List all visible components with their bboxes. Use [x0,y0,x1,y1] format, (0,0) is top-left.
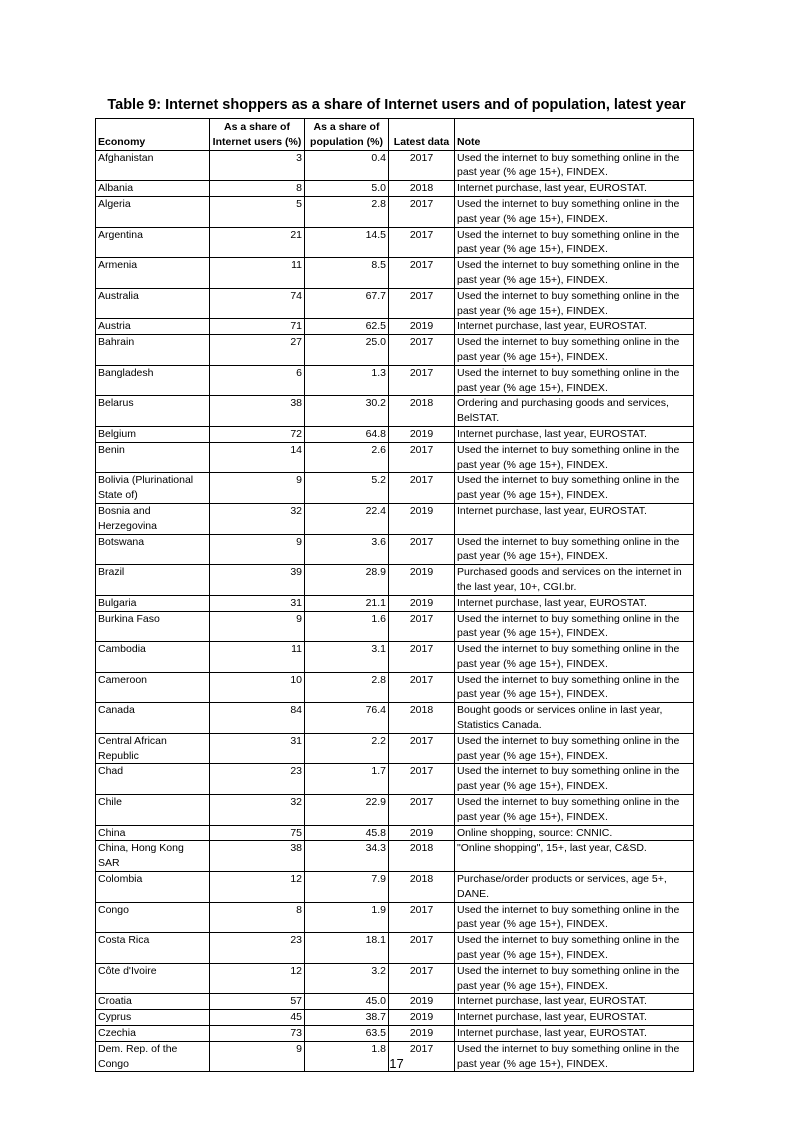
cell-economy: Bosnia and Herzegovina [96,503,210,534]
cell-note: Used the internet to buy something online in the past year (% age 15+), FINDEX. [455,611,694,642]
cell-share-of-population: 25.0 [305,335,389,366]
cell-note: Used the internet to buy something online in the past year (% age 15+), FINDEX. [455,733,694,764]
cell-share-of-users: 73 [210,1026,305,1042]
cell-note: Internet purchase, last year, EUROSTAT. [455,1026,694,1042]
cell-share-of-population: 38.7 [305,1010,389,1026]
cell-note: Used the internet to buy something online in the past year (% age 15+), FINDEX. [455,196,694,227]
cell-economy: Argentina [96,227,210,258]
cell-note: Online shopping, source: CNNIC. [455,825,694,841]
cell-share-of-users: 57 [210,994,305,1010]
table-row [96,1010,694,1026]
table-row [96,565,694,596]
cell-latest-data: 2019 [389,503,455,534]
table-row [96,994,694,1010]
cell-latest-data: 2017 [389,196,455,227]
cell-note: Used the internet to buy something online in the past year (% age 15+), FINDEX. [455,933,694,964]
cell-share-of-users: 9 [210,611,305,642]
cell-share-of-users: 12 [210,872,305,903]
cell-share-of-users: 31 [210,595,305,611]
cell-share-of-population: 18.1 [305,933,389,964]
page-number: 17 [389,1056,404,1071]
cell-note: Used the internet to buy something online in the past year (% age 15+), FINDEX. [455,288,694,319]
table-row [96,841,694,872]
cell-share-of-population: 5.2 [305,473,389,504]
cell-share-of-population: 7.9 [305,872,389,903]
header-latest-data: Latest data [389,119,455,151]
cell-economy: Dem. Rep. of the Congo [96,1041,210,1072]
cell-share-of-population: 1.3 [305,365,389,396]
table-row [96,288,694,319]
table-row [96,319,694,335]
cell-latest-data: 2019 [389,565,455,596]
cell-share-of-users: 11 [210,642,305,673]
cell-share-of-users: 74 [210,288,305,319]
cell-economy: Cyprus [96,1010,210,1026]
cell-share-of-users: 38 [210,396,305,427]
cell-economy: Bolivia (Plurinational State of) [96,473,210,504]
table-row [96,672,694,703]
cell-share-of-users: 11 [210,258,305,289]
cell-share-of-population: 67.7 [305,288,389,319]
cell-share-of-population: 22.4 [305,503,389,534]
cell-note: Used the internet to buy something online in the past year (% age 15+), FINDEX. [455,227,694,258]
cell-economy: China [96,825,210,841]
cell-note: Used the internet to buy something online in the past year (% age 15+), FINDEX. [455,335,694,366]
table-row [96,642,694,673]
table-row [96,365,694,396]
cell-economy: Belgium [96,426,210,442]
cell-note: Used the internet to buy something online in the past year (% age 15+), FINDEX. [455,963,694,994]
table-row [96,933,694,964]
cell-economy: Botswana [96,534,210,565]
cell-note: Used the internet to buy something online in the past year (% age 15+), FINDEX. [455,672,694,703]
cell-share-of-population: 45.8 [305,825,389,841]
cell-share-of-users: 5 [210,196,305,227]
cell-latest-data: 2017 [389,365,455,396]
cell-share-of-users: 23 [210,764,305,795]
cell-latest-data: 2018 [389,181,455,197]
table-row [96,1026,694,1042]
cell-note: Used the internet to buy something online in the past year (% age 15+), FINDEX. [455,365,694,396]
cell-economy: China, Hong Kong SAR [96,841,210,872]
cell-economy: Central African Republic [96,733,210,764]
cell-share-of-population: 3.6 [305,534,389,565]
cell-economy: Bahrain [96,335,210,366]
table-row [96,595,694,611]
cell-share-of-users: 9 [210,1041,305,1072]
cell-share-of-users: 10 [210,672,305,703]
cell-economy: Australia [96,288,210,319]
cell-latest-data: 2017 [389,933,455,964]
cell-share-of-users: 32 [210,503,305,534]
header-share-of-users: As a share of Internet users (%) [210,119,305,151]
table-row [96,426,694,442]
internet-shoppers-table [95,118,694,1072]
cell-latest-data: 2018 [389,841,455,872]
table-row [96,473,694,504]
cell-share-of-population: 62.5 [305,319,389,335]
cell-share-of-population: 1.9 [305,902,389,933]
cell-share-of-population: 22.9 [305,795,389,826]
table-row [96,902,694,933]
table-row [96,825,694,841]
cell-share-of-population: 76.4 [305,703,389,734]
cell-economy: Colombia [96,872,210,903]
cell-share-of-population: 1.6 [305,611,389,642]
table-row [96,196,694,227]
cell-share-of-population: 45.0 [305,994,389,1010]
cell-share-of-population: 3.1 [305,642,389,673]
cell-note: Used the internet to buy something online in the past year (% age 15+), FINDEX. [455,473,694,504]
table-row [96,764,694,795]
cell-note: Internet purchase, last year, EUROSTAT. [455,426,694,442]
cell-latest-data: 2017 [389,672,455,703]
cell-share-of-users: 75 [210,825,305,841]
table-row [96,795,694,826]
table-row [96,227,694,258]
cell-latest-data: 2017 [389,288,455,319]
cell-note: Used the internet to buy something online in the past year (% age 15+), FINDEX. [455,150,694,181]
cell-share-of-users: 72 [210,426,305,442]
cell-share-of-population: 8.5 [305,258,389,289]
cell-share-of-users: 84 [210,703,305,734]
cell-economy: Albania [96,181,210,197]
cell-latest-data: 2019 [389,1026,455,1042]
cell-share-of-users: 6 [210,365,305,396]
cell-note: Internet purchase, last year, EUROSTAT. [455,503,694,534]
cell-latest-data: 2017 [389,963,455,994]
cell-latest-data: 2019 [389,1010,455,1026]
table-row [96,442,694,473]
cell-note: Used the internet to buy something online in the past year (% age 15+), FINDEX. [455,795,694,826]
cell-share-of-users: 45 [210,1010,305,1026]
cell-share-of-users: 9 [210,534,305,565]
cell-share-of-population: 21.1 [305,595,389,611]
cell-latest-data: 2019 [389,825,455,841]
cell-economy: Czechia [96,1026,210,1042]
cell-note: Used the internet to buy something online in the past year (% age 15+), FINDEX. [455,534,694,565]
cell-note: Internet purchase, last year, EUROSTAT. [455,595,694,611]
table-row [96,181,694,197]
cell-share-of-population: 2.8 [305,672,389,703]
cell-note: Internet purchase, last year, EUROSTAT. [455,319,694,335]
cell-economy: Brazil [96,565,210,596]
cell-share-of-users: 8 [210,902,305,933]
table-row [96,150,694,181]
cell-note: Ordering and purchasing goods and services, BelSTAT. [455,396,694,427]
cell-economy: Belarus [96,396,210,427]
table-row [96,733,694,764]
cell-latest-data: 2018 [389,703,455,734]
cell-latest-data: 2019 [389,319,455,335]
cell-economy: Chad [96,764,210,795]
cell-latest-data: 2017 [389,611,455,642]
cell-latest-data: 2017 [389,473,455,504]
cell-latest-data: 2019 [389,426,455,442]
cell-economy: Bulgaria [96,595,210,611]
header-economy: Economy [96,119,210,151]
cell-share-of-population: 28.9 [305,565,389,596]
cell-share-of-users: 27 [210,335,305,366]
cell-latest-data: 2018 [389,396,455,427]
cell-share-of-population: 34.3 [305,841,389,872]
cell-share-of-population: 2.8 [305,196,389,227]
table-row [96,335,694,366]
cell-economy: Chile [96,795,210,826]
cell-economy: Benin [96,442,210,473]
cell-share-of-users: 31 [210,733,305,764]
cell-economy: Cameroon [96,672,210,703]
cell-share-of-population: 3.2 [305,963,389,994]
table-row [96,258,694,289]
cell-latest-data: 2017 [389,150,455,181]
cell-share-of-users: 32 [210,795,305,826]
cell-share-of-population: 63.5 [305,1026,389,1042]
cell-latest-data: 2017 [389,258,455,289]
cell-note: Used the internet to buy something online in the past year (% age 15+), FINDEX. [455,902,694,933]
table-title: Table 9: Internet shoppers as a share of Internet users and of population, latest year [107,97,686,113]
cell-share-of-users: 39 [210,565,305,596]
cell-economy: Armenia [96,258,210,289]
cell-share-of-population: 5.0 [305,181,389,197]
cell-share-of-users: 71 [210,319,305,335]
cell-note: Used the internet to buy something online in the past year (% age 15+), FINDEX. [455,1041,694,1072]
cell-latest-data: 2019 [389,595,455,611]
cell-economy: Croatia [96,994,210,1010]
cell-share-of-population: 2.2 [305,733,389,764]
cell-latest-data: 2017 [389,642,455,673]
cell-latest-data: 2017 [389,795,455,826]
cell-share-of-users: 9 [210,473,305,504]
cell-economy: Cambodia [96,642,210,673]
cell-share-of-population: 2.6 [305,442,389,473]
cell-note: Purchased goods and services on the internet in the last year, 10+, CGI.br. [455,565,694,596]
cell-latest-data: 2017 [389,1041,455,1072]
table-row [96,396,694,427]
cell-share-of-users: 23 [210,933,305,964]
cell-economy: Canada [96,703,210,734]
cell-share-of-population: 1.7 [305,764,389,795]
table-row [96,611,694,642]
cell-share-of-population: 14.5 [305,227,389,258]
header-share-of-population: As a share of population (%) [305,119,389,151]
cell-share-of-population: 30.2 [305,396,389,427]
cell-latest-data: 2017 [389,764,455,795]
cell-economy: Burkina Faso [96,611,210,642]
cell-latest-data: 2019 [389,994,455,1010]
cell-latest-data: 2017 [389,442,455,473]
cell-economy: Côte d'Ivoire [96,963,210,994]
cell-share-of-population: 0.4 [305,150,389,181]
cell-share-of-users: 14 [210,442,305,473]
cell-latest-data: 2017 [389,335,455,366]
cell-economy: Algeria [96,196,210,227]
cell-note: Internet purchase, last year, EUROSTAT. [455,1010,694,1026]
cell-share-of-users: 38 [210,841,305,872]
cell-latest-data: 2017 [389,227,455,258]
cell-note: Internet purchase, last year, EUROSTAT. [455,994,694,1010]
cell-share-of-users: 12 [210,963,305,994]
table-header-row [96,119,694,151]
table-row [96,503,694,534]
table-row [96,534,694,565]
cell-economy: Costa Rica [96,933,210,964]
cell-latest-data: 2017 [389,534,455,565]
cell-note: "Online shopping", 15+, last year, C&SD. [455,841,694,872]
table-row [96,872,694,903]
cell-economy: Austria [96,319,210,335]
cell-note: Used the internet to buy something online in the past year (% age 15+), FINDEX. [455,642,694,673]
cell-share-of-users: 8 [210,181,305,197]
cell-note: Used the internet to buy something online in the past year (% age 15+), FINDEX. [455,442,694,473]
cell-note: Internet purchase, last year, EUROSTAT. [455,181,694,197]
cell-share-of-users: 3 [210,150,305,181]
cell-share-of-population: 64.8 [305,426,389,442]
table-row [96,703,694,734]
cell-economy: Afghanistan [96,150,210,181]
cell-share-of-population: 1.8 [305,1041,389,1072]
cell-economy: Bangladesh [96,365,210,396]
table-row [96,963,694,994]
cell-latest-data: 2017 [389,902,455,933]
cell-share-of-users: 21 [210,227,305,258]
cell-note: Used the internet to buy something online in the past year (% age 15+), FINDEX. [455,258,694,289]
cell-note: Used the internet to buy something online in the past year (% age 15+), FINDEX. [455,764,694,795]
cell-latest-data: 2018 [389,872,455,903]
cell-economy: Congo [96,902,210,933]
table-body [96,150,694,1072]
cell-latest-data: 2017 [389,733,455,764]
cell-note: Bought goods or services online in last year, Statistics Canada. [455,703,694,734]
header-note: Note [455,119,694,151]
cell-note: Purchase/order products or services, age 5+, DANE. [455,872,694,903]
